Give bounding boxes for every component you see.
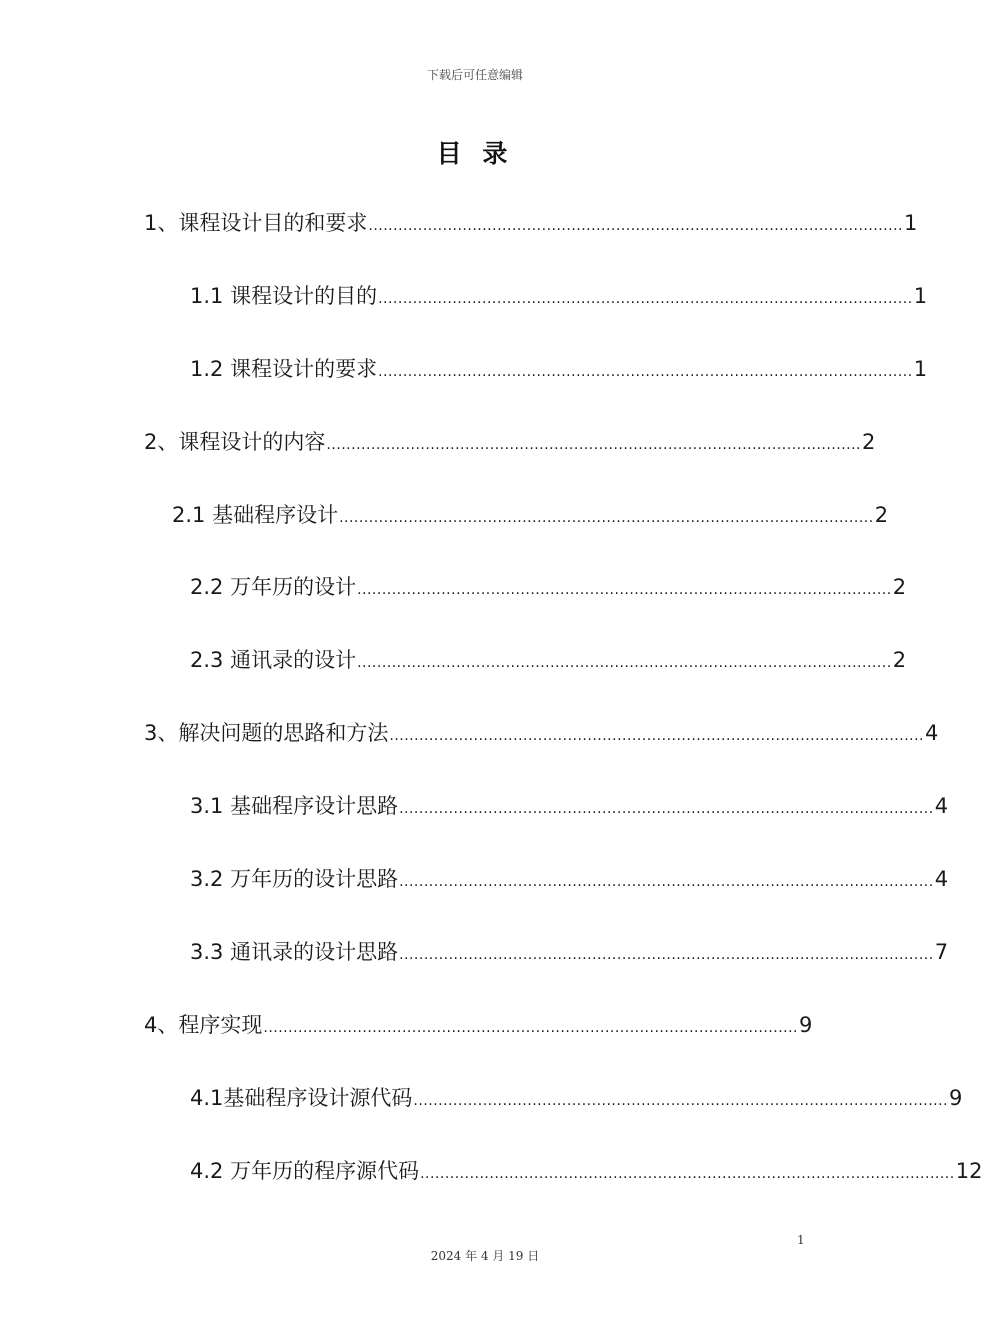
toc-leader-dots: ............................................................................................................ xyxy=(378,291,913,307)
toc-entry-label: 3.2 万年历的设计思路 xyxy=(190,867,399,891)
toc-entry-page: 9 xyxy=(799,1013,813,1037)
toc-leader-dots: ............................................................................................................ xyxy=(399,874,934,890)
toc-entry-label: 4.2 万年历的程序源代码 xyxy=(190,1159,420,1183)
toc-entry-label: 4、程序实现 xyxy=(144,1013,263,1037)
toc-entry-label: 2.2 万年历的设计 xyxy=(190,575,357,599)
toc-entry-2-3[interactable] xyxy=(190,645,907,675)
toc-leader-dots: ............................................................................................................ xyxy=(357,655,892,671)
toc-leader-dots: ............................................................................................................ xyxy=(339,510,874,526)
toc-entry-3[interactable] xyxy=(144,718,939,748)
toc-entry-page: 2 xyxy=(892,648,907,672)
toc-entry-page: 7 xyxy=(934,940,949,964)
toc-entry-page: 2 xyxy=(862,430,876,454)
toc-entry-label: 2.3 通讯录的设计 xyxy=(190,648,357,672)
toc-entry-3-2[interactable] xyxy=(190,864,949,894)
footer-date: 2024 年 4 月 19 日 xyxy=(430,1249,540,1263)
toc-leader-dots: ............................................................................................................ xyxy=(389,728,924,744)
toc-entry-1-1[interactable] xyxy=(190,281,928,311)
toc-leader-dots: ............................................................................................................ xyxy=(357,582,892,598)
toc-entry-page: 4 xyxy=(934,794,949,818)
toc-entry-3-1[interactable] xyxy=(190,791,949,821)
toc-entry-page: 1 xyxy=(913,284,928,308)
toc-leader-dots: ............................................................................................................ xyxy=(368,218,903,234)
toc-entry-1-2[interactable] xyxy=(190,354,928,384)
toc-entry-2[interactable] xyxy=(144,427,876,457)
page-number: 1 xyxy=(797,1233,805,1247)
toc-leader-dots: ............................................................................................................ xyxy=(399,801,934,817)
toc-leader-dots: ............................................................................................................ xyxy=(413,1093,949,1109)
toc-entry-page: 2 xyxy=(892,575,907,599)
toc-leader-dots: ............................................................................................................ xyxy=(263,1020,798,1036)
toc-entry-label: 3.3 通讯录的设计思路 xyxy=(190,940,399,964)
toc-entry-label: 2、课程设计的内容 xyxy=(144,430,326,454)
toc-entry-label: 1.1 课程设计的目的 xyxy=(190,284,378,308)
toc-entry-1[interactable] xyxy=(144,208,918,238)
toc-entry-page: 1 xyxy=(913,357,928,381)
toc-entry-2-1[interactable] xyxy=(172,500,889,530)
toc-leader-dots: ............................................................................................................ xyxy=(378,364,913,380)
toc-entry-page: 4 xyxy=(934,867,949,891)
toc-entry-2-2[interactable] xyxy=(190,572,907,602)
toc-entry-label: 1、课程设计目的和要求 xyxy=(144,211,368,235)
toc-title: 目 录 xyxy=(436,139,514,168)
toc-entry-4-2[interactable] xyxy=(190,1156,982,1186)
toc-entry-page: 9 xyxy=(949,1086,963,1110)
toc-entry-3-3[interactable] xyxy=(190,937,949,967)
toc-entry-page: 4 xyxy=(925,721,939,745)
toc-entry-page: 1 xyxy=(904,211,918,235)
toc-entry-4[interactable] xyxy=(144,1010,813,1040)
toc-entry-page: 2 xyxy=(874,503,889,527)
toc-entry-label: 1.2 课程设计的要求 xyxy=(190,357,378,381)
page-header: 下载后可任意编辑 xyxy=(426,68,523,82)
toc-leader-dots: ............................................................................................................ xyxy=(420,1166,955,1182)
toc-entry-label: 3、解决问题的思路和方法 xyxy=(144,721,389,745)
toc-leader-dots: ............................................................................................................ xyxy=(326,437,861,453)
toc-leader-dots: ............................................................................................................ xyxy=(399,947,934,963)
toc-entry-page: 12 xyxy=(955,1159,982,1183)
toc-entry-label: 2.1 基础程序设计 xyxy=(172,503,339,527)
toc-entry-label: 4.1基础程序设计源代码 xyxy=(190,1086,413,1110)
toc-entry-label: 3.1 基础程序设计思路 xyxy=(190,794,399,818)
toc-entry-4-1[interactable] xyxy=(190,1083,963,1113)
